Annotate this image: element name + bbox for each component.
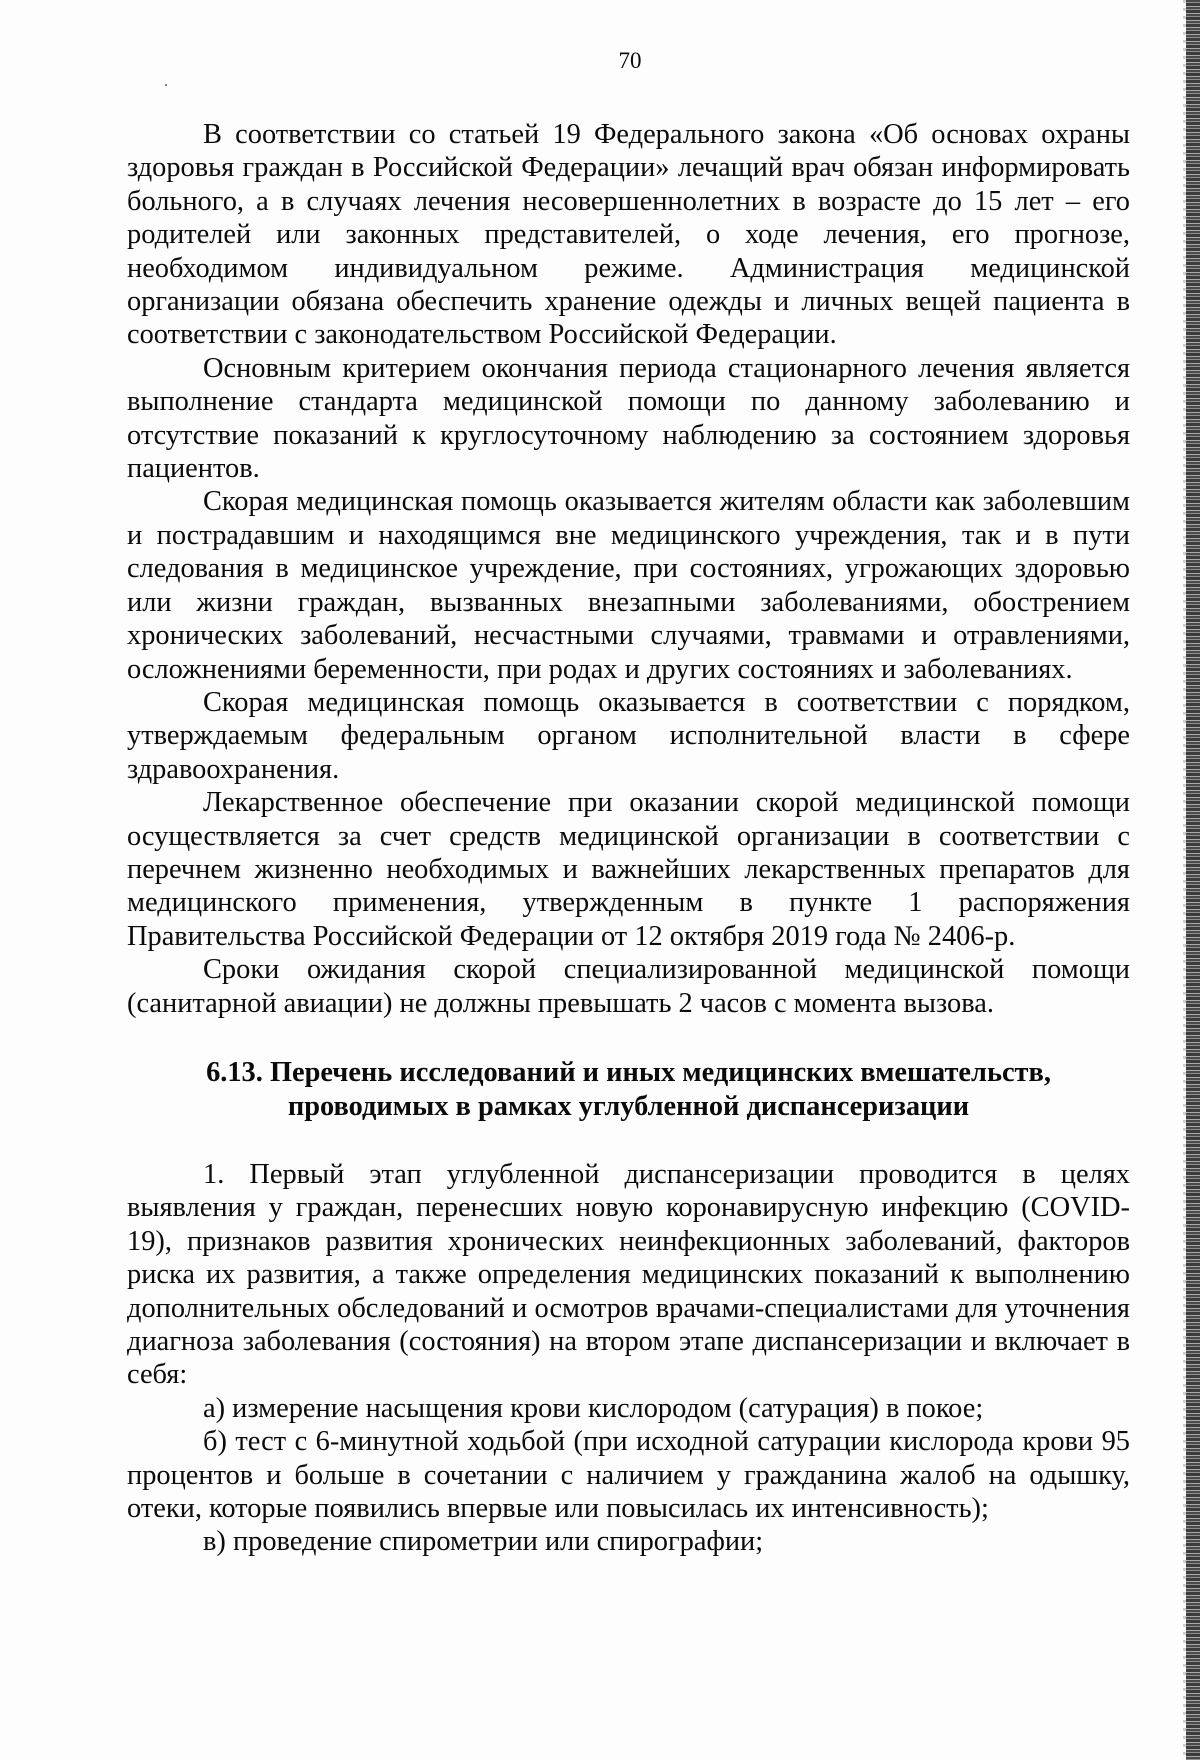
document-body (127, 118, 1130, 1559)
list-item-saturation: а) измерение насыщения крови кислородом (сатурация) в покое; (203, 1392, 984, 1424)
paragraph-emergency-care-order: Скорая медицинская помощь оказывается в соответствии с порядком, утверждаемым федеральным органом исполнительной власти в сфере здравоохранения. (127, 686, 1130, 785)
section-heading-line-1: 6.13. Перечень исследований и иных медицинских вмешательств, (206, 1056, 1051, 1088)
paragraph-first-stage: 1. Первый этап углубленной диспансеризации проводится в целях выявления у граждан, перенесших новую коронавирусную инфекцию (COVID-19), признаков развития хронических неинфекционных заболеваний, факторов риска их развития, а также определения медицинских показаний к выполнению дополнительных обследований и осмотров врачами-специалистами для уточнения диагноза заболевания (состояния) на втором этапе диспансеризации и включает в себя: (127, 1158, 1130, 1391)
page-number: 70 (618, 48, 642, 73)
section-heading-line-2: проводимых в рамках углубленной диспансеризации (287, 1090, 970, 1122)
scan-speck (165, 84, 167, 86)
paragraph-patient-informing: В соответствии со статьей 19 Федерального закона «Об основах охраны здоровья граждан в Российской Федерации» лечащий врач обязан информировать больного, а в случаях лечения несовершеннолетних в возрасте до 15 лет – его родителей или законных представителей, о ходе лечения, его прогнозе, необходимом индивидуальном режиме. Администрация медицинской организации обязана обеспечить хранение одежды и личных вещей пациента в соответствии с законодательством Российской Федерации. (127, 119, 1130, 351)
paragraph-air-ambulance-wait: Сроки ожидания скорой специализированной медицинской помощи (санитарной авиации) не должны превышать 2 часов с момента вызова. (127, 954, 1130, 1019)
list-item-walk-test: б) тест с 6-минутной ходьбой (при исходной сатурации кислорода крови 95 процентов и больше в сочетании с наличием у гражданина жалоб на одышку, отеки, которые появились впервые или повысилась их интенсивность); (127, 1426, 1130, 1525)
paragraph-emergency-care-scope: Скорая медицинская помощь оказывается жителям области как заболевшим и пострадавшим и находящимся вне медицинского учреждения, так и в пути следования в медицинское учреждение, при состояниях, угрожающих здоровью или жизни граждан, вызванных внезапными заболеваниями, обострением хронических заболеваний, несчастными случаями, травмами и отравлениями, осложнениями беременности, при родах и других состояниях и заболеваниях. (127, 486, 1130, 685)
list-item-spirometry: в) проведение спирометрии или спирографии; (203, 1526, 764, 1558)
scan-edge-artifact (1186, 0, 1200, 1760)
paragraph-drug-provision: Лекарственное обеспечение при оказании скорой медицинской помощи осуществляется за счет средств медицинской организации в соответствии с перечнем жизненно необходимых и важнейших лекарственных препаратов для медицинского применения, утвержденным в пункте 1 распоряжения Правительства Российской Федерации от 12 октября 2019 года № 2406-р. (127, 787, 1130, 952)
section-heading (127, 1056, 1130, 1124)
paragraph-discharge-criterion: Основным критерием окончания периода стационарного лечения является выполнение стандарта медицинской помощи по данному заболеванию и отсутствие показаний к круглосуточному наблюдению за состоянием здоровья пациентов. (127, 352, 1130, 485)
